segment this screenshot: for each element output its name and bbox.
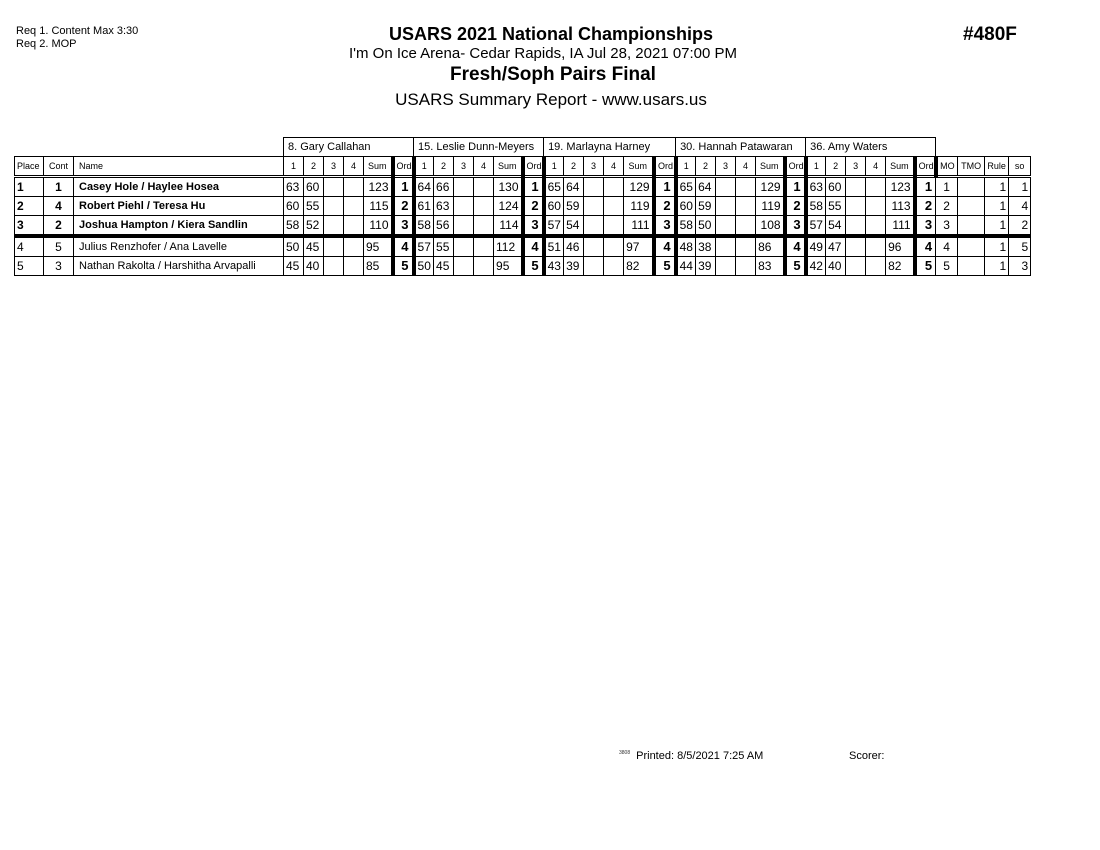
ordinal-cell: 4 xyxy=(654,236,676,257)
score-cell: 38 xyxy=(696,236,716,257)
ordinal-cell: 2 xyxy=(654,197,676,216)
score-cell xyxy=(324,216,344,237)
score-cell: 60 xyxy=(284,197,304,216)
score-cell: 44 xyxy=(676,257,696,276)
col-sum: Sum xyxy=(756,157,785,177)
ordinal-cell: 4 xyxy=(393,236,414,257)
place-cell: 5 xyxy=(15,257,44,276)
col-score-3: 3 xyxy=(846,157,866,177)
col-mo: MO xyxy=(936,157,958,177)
so-cell: 4 xyxy=(1009,197,1031,216)
skater-name-cell: Casey Hole / Haylee Hosea xyxy=(74,177,284,197)
footer-code: 3808 xyxy=(619,750,631,756)
score-cell xyxy=(604,216,624,237)
score-cell xyxy=(474,216,494,237)
score-cell xyxy=(716,216,736,237)
score-cell xyxy=(454,197,474,216)
rule-cell: 1 xyxy=(985,177,1009,197)
sum-cell: 115 xyxy=(364,197,393,216)
tmo-cell xyxy=(958,177,985,197)
score-cell: 63 xyxy=(806,177,826,197)
score-cell: 42 xyxy=(806,257,826,276)
col-sum: Sum xyxy=(624,157,654,177)
col-score-1: 1 xyxy=(676,157,696,177)
col-score-4: 4 xyxy=(604,157,624,177)
summary-table xyxy=(14,137,1031,276)
score-cell xyxy=(736,216,756,237)
score-cell xyxy=(736,236,756,257)
score-cell xyxy=(716,197,736,216)
sum-cell: 85 xyxy=(364,257,393,276)
cont-cell: 4 xyxy=(44,197,74,216)
ordinal-cell: 1 xyxy=(915,177,936,197)
sum-cell: 96 xyxy=(886,236,915,257)
score-cell: 43 xyxy=(544,257,564,276)
score-cell: 54 xyxy=(564,216,584,237)
ordinal-cell: 1 xyxy=(393,177,414,197)
col-ord: Ord xyxy=(393,157,414,177)
tmo-cell xyxy=(958,236,985,257)
ordinal-cell: 5 xyxy=(393,257,414,276)
cont-cell: 3 xyxy=(44,257,74,276)
score-cell: 45 xyxy=(284,257,304,276)
sum-cell: 108 xyxy=(756,216,785,237)
sum-cell: 111 xyxy=(624,216,654,237)
score-cell: 56 xyxy=(434,216,454,237)
sum-cell: 119 xyxy=(624,197,654,216)
col-score-2: 2 xyxy=(564,157,584,177)
mo-cell: 5 xyxy=(936,257,958,276)
score-cell xyxy=(344,177,364,197)
score-cell xyxy=(736,257,756,276)
score-cell xyxy=(584,257,604,276)
score-cell xyxy=(454,177,474,197)
sum-cell: 112 xyxy=(494,236,523,257)
table-row xyxy=(15,177,1031,197)
score-cell xyxy=(604,257,624,276)
col-score-2: 2 xyxy=(696,157,716,177)
sum-cell: 130 xyxy=(494,177,523,197)
blank-cell xyxy=(15,138,284,157)
score-cell: 50 xyxy=(414,257,434,276)
col-ord: Ord xyxy=(523,157,544,177)
score-cell xyxy=(736,177,756,197)
event-number: #480F xyxy=(963,24,1017,45)
col-score-4: 4 xyxy=(344,157,364,177)
cont-cell: 2 xyxy=(44,216,74,237)
ordinal-cell: 3 xyxy=(915,216,936,237)
score-cell xyxy=(474,177,494,197)
score-cell xyxy=(866,257,886,276)
score-cell xyxy=(846,236,866,257)
ordinal-cell: 5 xyxy=(785,257,806,276)
sum-cell: 95 xyxy=(494,257,523,276)
sum-cell: 97 xyxy=(624,236,654,257)
score-cell: 49 xyxy=(806,236,826,257)
score-cell: 55 xyxy=(826,197,846,216)
score-cell xyxy=(344,197,364,216)
ordinal-cell: 2 xyxy=(523,197,544,216)
score-cell: 45 xyxy=(304,236,324,257)
col-score-3: 3 xyxy=(584,157,604,177)
score-cell xyxy=(584,177,604,197)
ordinal-cell: 4 xyxy=(785,236,806,257)
score-cell xyxy=(716,236,736,257)
skater-name-cell: Joshua Hampton / Kiera Sandlin xyxy=(74,216,284,237)
score-cell xyxy=(324,257,344,276)
requirement-2: Req 2. MOP xyxy=(16,38,77,50)
so-cell: 5 xyxy=(1009,236,1031,257)
blank-cell xyxy=(936,138,1031,157)
score-cell: 59 xyxy=(564,197,584,216)
event-title: Fresh/Soph Pairs Final xyxy=(450,64,656,85)
score-cell: 65 xyxy=(676,177,696,197)
ordinal-cell: 3 xyxy=(523,216,544,237)
score-cell: 58 xyxy=(414,216,434,237)
cont-cell: 5 xyxy=(44,236,74,257)
so-cell: 3 xyxy=(1009,257,1031,276)
score-cell xyxy=(716,177,736,197)
score-cell xyxy=(344,257,364,276)
col-score-2: 2 xyxy=(434,157,454,177)
ordinal-cell: 1 xyxy=(654,177,676,197)
sum-cell: 113 xyxy=(886,197,915,216)
skater-name-cell: Julius Renzhofer / Ana Lavelle xyxy=(74,236,284,257)
col-ord: Ord xyxy=(785,157,806,177)
score-cell: 60 xyxy=(676,197,696,216)
score-cell: 60 xyxy=(544,197,564,216)
sum-cell: 124 xyxy=(494,197,523,216)
score-cell: 60 xyxy=(826,177,846,197)
score-cell xyxy=(846,257,866,276)
sum-cell: 83 xyxy=(756,257,785,276)
score-cell xyxy=(344,236,364,257)
score-cell xyxy=(454,257,474,276)
cont-cell: 1 xyxy=(44,177,74,197)
score-cell xyxy=(344,216,364,237)
score-cell: 46 xyxy=(564,236,584,257)
score-cell: 57 xyxy=(414,236,434,257)
place-cell: 1 xyxy=(15,177,44,197)
score-cell xyxy=(324,177,344,197)
score-cell: 63 xyxy=(434,197,454,216)
score-cell: 54 xyxy=(826,216,846,237)
ordinal-cell: 1 xyxy=(523,177,544,197)
rule-cell: 1 xyxy=(985,257,1009,276)
score-cell xyxy=(474,257,494,276)
col-score-1: 1 xyxy=(284,157,304,177)
col-score-4: 4 xyxy=(474,157,494,177)
so-cell: 2 xyxy=(1009,216,1031,237)
col-rule: Rule xyxy=(985,157,1009,177)
col-score-1: 1 xyxy=(414,157,434,177)
venue-date: I'm On Ice Arena- Cedar Rapids, IA Jul 28, 2021 07:00 PM xyxy=(348,45,738,62)
col-ord: Ord xyxy=(915,157,936,177)
judge-name: 15. Leslie Dunn-Meyers xyxy=(414,138,544,157)
score-cell xyxy=(584,197,604,216)
score-cell xyxy=(604,236,624,257)
ordinal-cell: 5 xyxy=(915,257,936,276)
scorer-label: Scorer: xyxy=(849,750,885,762)
score-cell: 64 xyxy=(414,177,434,197)
col-score-2: 2 xyxy=(304,157,324,177)
score-cell: 40 xyxy=(826,257,846,276)
score-cell: 59 xyxy=(696,197,716,216)
score-cell xyxy=(584,216,604,237)
score-cell: 55 xyxy=(434,236,454,257)
ordinal-cell: 4 xyxy=(523,236,544,257)
ordinal-cell: 1 xyxy=(785,177,806,197)
mo-cell: 2 xyxy=(936,197,958,216)
sum-cell: 114 xyxy=(494,216,523,237)
col-score-4: 4 xyxy=(736,157,756,177)
so-cell: 1 xyxy=(1009,177,1031,197)
mo-cell: 1 xyxy=(936,177,958,197)
sum-cell: 119 xyxy=(756,197,785,216)
col-score-2: 2 xyxy=(826,157,846,177)
tmo-cell xyxy=(958,197,985,216)
sum-cell: 95 xyxy=(364,236,393,257)
col-name: Name xyxy=(74,157,284,177)
score-cell xyxy=(474,197,494,216)
sum-cell: 129 xyxy=(624,177,654,197)
mo-cell: 4 xyxy=(936,236,958,257)
score-cell: 64 xyxy=(564,177,584,197)
col-score-3: 3 xyxy=(454,157,474,177)
score-cell xyxy=(866,236,886,257)
mo-cell: 3 xyxy=(936,216,958,237)
score-cell: 47 xyxy=(826,236,846,257)
judge-name: 36. Amy Waters xyxy=(806,138,936,157)
col-so: so xyxy=(1009,157,1031,177)
ordinal-cell: 2 xyxy=(393,197,414,216)
sum-cell: 82 xyxy=(886,257,915,276)
col-score-1: 1 xyxy=(544,157,564,177)
score-cell xyxy=(584,236,604,257)
judge-name: 30. Hannah Patawaran xyxy=(676,138,806,157)
score-cell xyxy=(846,216,866,237)
rule-cell: 1 xyxy=(985,216,1009,237)
score-cell: 39 xyxy=(696,257,716,276)
score-cell: 39 xyxy=(564,257,584,276)
sum-cell: 123 xyxy=(364,177,393,197)
score-cell: 48 xyxy=(676,236,696,257)
table-row xyxy=(15,216,1031,237)
col-score-3: 3 xyxy=(324,157,344,177)
score-cell xyxy=(604,177,624,197)
sum-cell: 111 xyxy=(886,216,915,237)
score-cell xyxy=(866,216,886,237)
ordinal-cell: 5 xyxy=(654,257,676,276)
score-cell xyxy=(846,197,866,216)
ordinal-cell: 3 xyxy=(393,216,414,237)
score-cell: 63 xyxy=(284,177,304,197)
score-cell xyxy=(736,197,756,216)
score-cell: 58 xyxy=(806,197,826,216)
ordinal-cell: 3 xyxy=(654,216,676,237)
score-cell: 52 xyxy=(304,216,324,237)
score-cell: 61 xyxy=(414,197,434,216)
col-sum: Sum xyxy=(494,157,523,177)
place-cell: 3 xyxy=(15,216,44,237)
tmo-cell xyxy=(958,216,985,237)
col-score-4: 4 xyxy=(866,157,886,177)
score-cell xyxy=(474,236,494,257)
ordinal-cell: 2 xyxy=(915,197,936,216)
score-cell: 50 xyxy=(284,236,304,257)
rule-cell: 1 xyxy=(985,197,1009,216)
score-cell: 45 xyxy=(434,257,454,276)
col-tmo: TMO xyxy=(958,157,985,177)
score-cell xyxy=(846,177,866,197)
judge-name: 19. Marlayna Harney xyxy=(544,138,676,157)
score-cell: 66 xyxy=(434,177,454,197)
score-cell xyxy=(324,236,344,257)
skater-name-cell: Robert Piehl / Teresa Hu xyxy=(74,197,284,216)
competition-title: USARS 2021 National Championships xyxy=(388,24,714,44)
table-row xyxy=(15,257,1031,276)
judge-header-row xyxy=(15,138,1031,157)
ordinal-cell: 2 xyxy=(785,197,806,216)
score-cell: 57 xyxy=(544,216,564,237)
col-score-1: 1 xyxy=(806,157,826,177)
col-place: Place xyxy=(15,157,44,177)
score-cell: 64 xyxy=(696,177,716,197)
score-cell xyxy=(324,197,344,216)
score-cell: 40 xyxy=(304,257,324,276)
table-row xyxy=(15,197,1031,216)
place-cell: 4 xyxy=(15,236,44,257)
report-title: USARS Summary Report - www.usars.us xyxy=(395,90,707,109)
sum-cell: 123 xyxy=(886,177,915,197)
col-score-3: 3 xyxy=(716,157,736,177)
score-cell xyxy=(454,216,474,237)
ordinal-cell: 5 xyxy=(523,257,544,276)
tmo-cell xyxy=(958,257,985,276)
score-cell: 51 xyxy=(544,236,564,257)
score-cell: 58 xyxy=(676,216,696,237)
sum-cell: 86 xyxy=(756,236,785,257)
sum-cell: 110 xyxy=(364,216,393,237)
requirement-1: Req 1. Content Max 3:30 xyxy=(16,25,139,37)
ordinal-cell: 4 xyxy=(915,236,936,257)
col-cont: Cont xyxy=(44,157,74,177)
score-cell xyxy=(866,177,886,197)
ordinal-cell: 3 xyxy=(785,216,806,237)
score-cell: 55 xyxy=(304,197,324,216)
score-cell: 60 xyxy=(304,177,324,197)
place-cell: 2 xyxy=(15,197,44,216)
score-cell: 57 xyxy=(806,216,826,237)
score-cell xyxy=(604,197,624,216)
skater-name-cell: Nathan Rakolta / Harshitha Arvapalli xyxy=(74,257,284,276)
col-sum: Sum xyxy=(364,157,393,177)
rule-cell: 1 xyxy=(985,236,1009,257)
sum-cell: 129 xyxy=(756,177,785,197)
score-cell: 58 xyxy=(284,216,304,237)
judge-name: 8. Gary Callahan xyxy=(284,138,414,157)
sum-cell: 82 xyxy=(624,257,654,276)
table-row xyxy=(15,236,1031,257)
printed-timestamp: Printed: 8/5/2021 7:25 AM xyxy=(636,750,764,762)
col-ord: Ord xyxy=(654,157,676,177)
col-sum: Sum xyxy=(886,157,915,177)
score-cell: 65 xyxy=(544,177,564,197)
column-header-row xyxy=(15,157,1031,177)
score-cell xyxy=(716,257,736,276)
score-cell xyxy=(866,197,886,216)
score-cell: 50 xyxy=(696,216,716,237)
score-cell xyxy=(454,236,474,257)
printed-info xyxy=(619,750,763,762)
